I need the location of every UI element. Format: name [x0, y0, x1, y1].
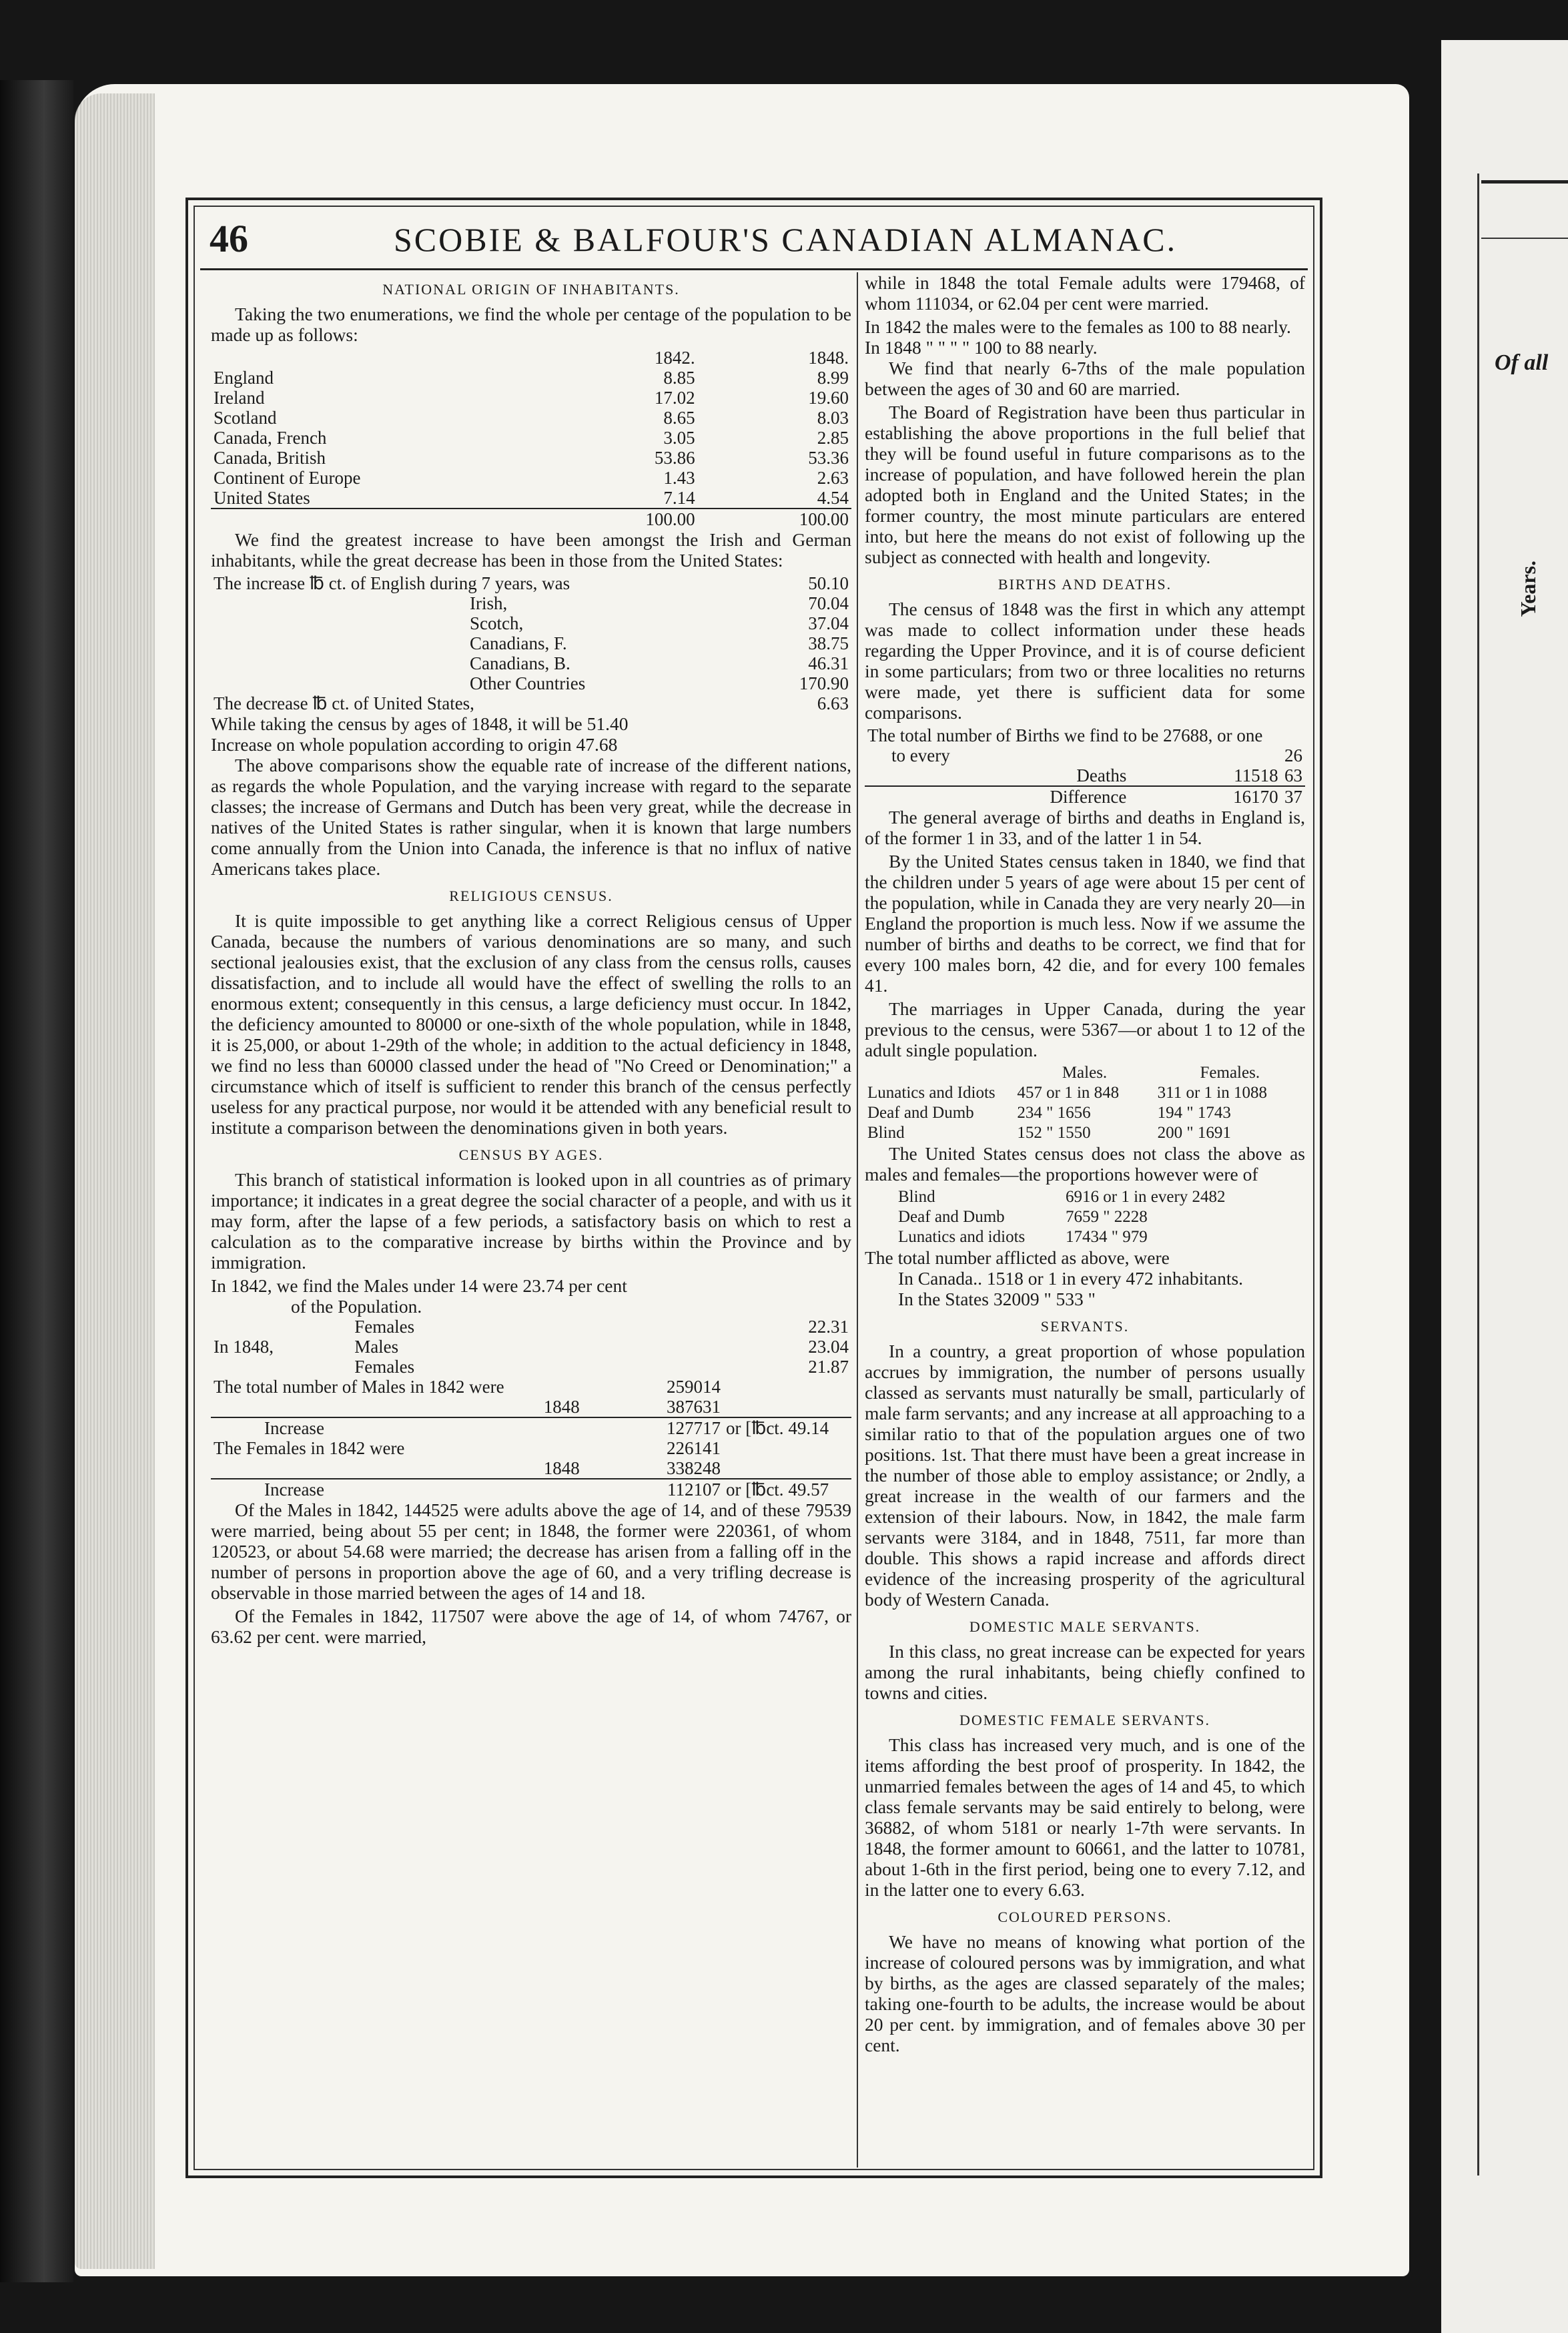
- table-row: [865, 745, 1305, 765]
- page-number: 46: [210, 217, 248, 260]
- percent-value: 49.14: [788, 1418, 829, 1438]
- right-column: [865, 272, 1305, 2058]
- facing-page-years-label: Years.: [1516, 561, 1540, 617]
- paragraph: Of the Females in 1842, 117507 were above the age of 14, of whom 74767, or 63.62 per cent. were married,: [211, 1606, 851, 1647]
- row-label: 1848: [543, 1458, 580, 1478]
- paragraph: The above comparisons show the equable rate of increase of the different nations, as regards the whole Population, and the varying increase with regard to the separate classes; the increase of Germans and Dutch has been very great, while the decrease in natives of the United States is rather singular, when it is known that large numbers come annually from the Union into Canada, the inference is that no influx of native Americans takes place.: [211, 755, 851, 879]
- value-1842: 53.86: [654, 448, 695, 468]
- value-1848: 8.99: [817, 368, 849, 388]
- value-1848: 2.85: [817, 428, 849, 448]
- row-value: 127717: [582, 1417, 723, 1438]
- table-row: [211, 673, 851, 693]
- row-label: Lunatics and idiots: [898, 1228, 1026, 1246]
- table-row: [211, 693, 851, 713]
- table-row: [211, 1458, 851, 1479]
- column-header: Females.: [1200, 1064, 1260, 1082]
- row-value: 338248: [667, 1458, 721, 1478]
- paragraph: In this class, no great increase can be expected for years among the rural inhabitants, being chiefly confined to towns and cities.: [865, 1641, 1305, 1703]
- row-ratio: 26: [1284, 745, 1302, 765]
- row-label: Females: [354, 1357, 415, 1377]
- text-line: The total number afflicted as above, were: [865, 1247, 1170, 1268]
- percent-label: [℔ct.: [745, 1479, 784, 1499]
- table-row: [865, 1103, 1305, 1123]
- paragraph: The census of 1848 was the first in which any attempt was made to collect information under these heads regarding the Upper Province, and it is of course deficient in some particulars; from two or three localities no returns were made, yet there is sufficient data for some comparisons.: [865, 599, 1305, 723]
- row-value: 234 " 1656: [1017, 1104, 1091, 1122]
- row-label: Difference: [865, 786, 1129, 807]
- or-label: or: [726, 1479, 741, 1499]
- paragraph: By the United States census taken in 1840, we find that the children under 5 years of age were about 15 per cent of the population, while in Canada they are very nearly 20—in England the proportion is much less. Now if we assume the number of births and deaths to be correct, we find that for every 100 males born, 42 die, and for every 100 females 41.: [865, 851, 1305, 996]
- row-label: to every: [891, 745, 950, 765]
- row-label: Canadians, F.: [470, 633, 567, 653]
- table-row: [211, 1317, 851, 1337]
- row-value: 6.63: [817, 693, 849, 713]
- total-1842: 100.00: [544, 509, 697, 529]
- row-value: 38.75: [808, 633, 849, 653]
- row-year: In 1848,: [214, 1337, 274, 1357]
- table-row: [211, 488, 851, 509]
- row-label: Blind: [867, 1124, 905, 1142]
- value-1848: 19.60: [808, 388, 849, 408]
- section-heading-religious: RELIGIOUS CENSUS.: [449, 888, 613, 904]
- row-label: Canadians, B.: [470, 653, 570, 673]
- table-row: [211, 633, 851, 653]
- paragraph: We find that nearly 6-7ths of the male population between the ages of 30 and 60 are married.: [865, 358, 1305, 399]
- births-table: [865, 725, 1305, 807]
- row-label: Males: [354, 1337, 399, 1357]
- section-heading-coloured: COLOURED PERSONS.: [998, 1909, 1172, 1925]
- or-label: or: [726, 1418, 741, 1438]
- value-1842: 7.14: [663, 488, 695, 508]
- row-label: Scotch,: [470, 613, 524, 633]
- row-label: Canada, British: [214, 448, 326, 468]
- paragraph: Taking the two enumerations, we find the whole per centage of the population to be made up as follows:: [211, 304, 851, 345]
- row-value: 170.90: [799, 673, 849, 693]
- paragraph: while in 1848 the total Female adults were 179468, of whom 111034, or 62.04 per cent were married.: [865, 272, 1305, 314]
- row-label: Ireland: [214, 388, 265, 408]
- facing-page-rule: [1481, 180, 1568, 184]
- row-label: Blind: [898, 1188, 935, 1206]
- afflicted-table: [865, 1063, 1305, 1143]
- increase-row: [211, 1479, 851, 1499]
- row-label: The total number of Males in 1842 were: [214, 1377, 504, 1397]
- row-value: 17434 " 979: [1066, 1228, 1148, 1246]
- row-value: 22.31: [808, 1317, 849, 1337]
- row-value: 11518: [1234, 765, 1278, 785]
- row-year: [211, 1357, 352, 1377]
- paragraph: In a country, a great proportion of whose population accrues by immigration, the number of persons usually classed as servants must naturally be small, particularly of male farm servants; and any increase at all approaching to a similar ratio to that of the population argues one of two positions. 1st. That there must have been a great increase in the number of those able to employ assistance; or 2ndly, a great increase in the wealth of our farmers and the extension of their labours. Now, in 1842, the male farm servants were 3184, and in 1848, 7511, far more than double. This shows a rapid increase and affords direct evidence of the increasing prosperity of the agricultural body of Western Canada.: [865, 1341, 1305, 1610]
- table-row: [865, 786, 1305, 807]
- paragraph: The marriages in Upper Canada, during the year previous to the census, were 5367—or about 1 to 12 of the adult single population.: [865, 998, 1305, 1060]
- text-line: of the Population.: [291, 1296, 422, 1317]
- paragraph: This class has increased very much, and is one of the items affording the best proof of prosperity. In 1842, the unmarried females between the ages of 14 and 45, to which class female servants may be said entirely to belong, were 36882, of whom 5181 or nearly 1-7th were servants. In 1848, the former amount to 60661, and the latter to 10781, about 1-6th in the first period, being one to every 7.12, and in the latter one to every 6.63.: [865, 1734, 1305, 1900]
- text-line: In Canada.. 1518 or 1 in every 472 inhabitants.: [898, 1268, 1244, 1289]
- section-heading-national-origin: NATIONAL ORIGIN OF INHABITANTS.: [382, 281, 680, 298]
- table-row: [211, 368, 851, 388]
- row-value: 7659 " 2228: [1066, 1208, 1148, 1226]
- section-heading-female-servants: DOMESTIC FEMALE SERVANTS.: [959, 1712, 1211, 1728]
- text-line: In 1842, we find the Males under 14 were 23.74 per cent: [211, 1275, 627, 1296]
- total-1848: 100.00: [698, 509, 851, 529]
- total-row: [211, 509, 851, 529]
- facing-page: [1441, 40, 1568, 2333]
- row-label: Deaths: [1076, 765, 1127, 785]
- row-label: Irish,: [470, 593, 508, 613]
- table-row: [865, 1123, 1305, 1143]
- row-value: 6916 or 1 in every 2482: [1066, 1188, 1226, 1206]
- table-row: [211, 408, 851, 428]
- facing-page-frame: [1477, 174, 1479, 2176]
- table-row: [211, 448, 851, 468]
- facing-page-heading: Of all: [1495, 350, 1549, 375]
- row-label: Lunatics and Idiots: [867, 1084, 996, 1102]
- row-value: 387631: [667, 1397, 721, 1417]
- left-column: [211, 272, 851, 1650]
- row-year: [211, 1317, 352, 1337]
- row-label: Continent of Europe: [214, 468, 361, 488]
- row-value: 50.10: [808, 573, 849, 593]
- table-row: [211, 573, 851, 593]
- text-line: Increase on whole population according to origin 47.68: [211, 734, 618, 755]
- percent-value: 49.57: [788, 1479, 829, 1499]
- running-head: SCOBIE & BALFOUR'S CANADIAN ALMANAC.: [394, 221, 1178, 258]
- table-row: [211, 388, 851, 408]
- table-row: [865, 765, 1305, 786]
- ages-table: [211, 1317, 851, 1377]
- value-1848: 53.36: [808, 448, 849, 468]
- row-value: 259014: [667, 1377, 721, 1397]
- table-row: [211, 613, 851, 633]
- table-row: [865, 1083, 1305, 1103]
- year-header: 1848.: [808, 348, 849, 368]
- us-afflicted-table: [865, 1187, 1305, 1247]
- paragraph: The general average of births and deaths in England is, of the former 1 in 33, and of the latter 1 in 54.: [865, 807, 1305, 848]
- row-label: England: [214, 368, 274, 388]
- increase-row: [211, 1417, 851, 1438]
- value-1842: 8.85: [663, 368, 695, 388]
- value-1842: 8.65: [663, 408, 695, 428]
- row-label: The Females in 1842 were: [214, 1438, 405, 1458]
- value-1848: 4.54: [817, 488, 849, 508]
- table-row: [211, 1337, 851, 1357]
- year-header: 1842.: [654, 348, 695, 368]
- increase-table: [211, 573, 851, 713]
- table-row: [211, 1377, 851, 1397]
- row-value: 457 or 1 in 848: [1017, 1084, 1120, 1102]
- row-value: 16170: [1129, 786, 1280, 807]
- row-value: 112107: [582, 1479, 723, 1499]
- row-label: Increase: [211, 1479, 582, 1499]
- text-line: In 1848 " " " " 100 to 88 nearly.: [865, 337, 1098, 358]
- section-heading-births: BIRTHS AND DEATHS.: [998, 576, 1172, 593]
- table-row: [211, 593, 851, 613]
- row-value: 21.87: [808, 1357, 849, 1377]
- row-label: Other Countries: [470, 673, 586, 693]
- origin-table: [211, 348, 851, 529]
- row-label: United States: [214, 488, 310, 508]
- row-label: Scotland: [214, 408, 277, 428]
- table-row: [865, 1207, 1305, 1227]
- section-heading-servants: SERVANTS.: [1040, 1318, 1130, 1335]
- row-value: 226141: [667, 1438, 721, 1458]
- text-line: While taking the census by ages of 1848, it will be 51.40: [211, 713, 629, 734]
- table-row: [865, 1227, 1305, 1247]
- row-label: Canada, French: [214, 428, 327, 448]
- book-spine-shadow: [0, 80, 73, 2282]
- paragraph: We have no means of knowing what portion of the increase of coloured persons was by immigration, and what by births, as the ages are classed separately of the males; taking one-fourth to be adults, the increase would be about 20 per cent. by immigration, and of females above 30 per cent.: [865, 1931, 1305, 2055]
- value-1842: 3.05: [663, 428, 695, 448]
- row-label: Deaf and Dumb: [867, 1104, 974, 1122]
- row-value: 23.04: [808, 1337, 849, 1357]
- paragraph: This branch of statistical information is looked upon in all countries as of primary importance; it indicates in a great degree the social character of a people, and with us it may form, after the lapse of a few periods, a satisfactory basis on which to rest a calculation as to the comparative increase by births within the Province and by immigration.: [211, 1169, 851, 1273]
- row-label: The decrease ℔ ct. of United States,: [214, 693, 474, 713]
- row-ratio: 37: [1281, 786, 1305, 807]
- table-row: [865, 1187, 1305, 1207]
- row-ratio: 63: [1284, 765, 1302, 785]
- row-value: 46.31: [808, 653, 849, 673]
- value-1848: 8.03: [817, 408, 849, 428]
- value-1842: 17.02: [654, 388, 695, 408]
- value-1848: 2.63: [817, 468, 849, 488]
- page-header: [200, 214, 1308, 270]
- row-label: The increase ℔ ct. of English during 7 years, was: [214, 573, 570, 593]
- row-value: 152 " 1550: [1017, 1124, 1091, 1142]
- table-row: [211, 1397, 851, 1417]
- text-line: In 1842 the males were to the females as 100 to 88 nearly.: [865, 316, 1291, 337]
- row-value: 311 or 1 in 1088: [1157, 1084, 1267, 1102]
- males-total-table: [211, 1377, 851, 1499]
- row-value: 194 " 1743: [1157, 1104, 1231, 1122]
- table-row: [211, 653, 851, 673]
- row-label: Increase: [211, 1417, 582, 1438]
- percent-label: [℔ct.: [745, 1418, 784, 1438]
- row-label: Females: [354, 1317, 415, 1337]
- value-1842: 1.43: [663, 468, 695, 488]
- paragraph: The Board of Registration have been thus particular in establishing the above proportions in the full belief that they will be found useful in future comparisons as to the increase of population, and have followed herein the plan adopted both in England and the United States; in the former country, the most minute particulars are entered into, but here the means do not exist of following up the subject as connected with health and longevity.: [865, 402, 1305, 567]
- table-row: [211, 468, 851, 488]
- column-header: Males.: [1062, 1064, 1108, 1082]
- section-heading-ages: CENSUS BY AGES.: [458, 1146, 604, 1163]
- table-row: [211, 1357, 851, 1377]
- row-label: 1848: [543, 1397, 580, 1417]
- paragraph: We find the greatest increase to have been amongst the Irish and German inhabitants, while the great decrease has been in those from the United States:: [211, 529, 851, 571]
- paragraph: It is quite impossible to get anything like a correct Religious census of Upper Canada, because the numbers of various denominations are so many, and such sectional jealousies exist, that the exclusion of any class from the census rolls, causes dissatisfaction, and to include all would have the effect of swelling the rolls to an enormous extent; consequently in this census, a large deficiency must occur. In 1842, the deficiency amounted to 80000 or one-sixth of the whole population, while in 1848, it is 25,000, or about 1-29th of the whole; in addition to the actual deficiency in 1848, we find no less than 60000 classed under the head of "No Creed or Denomination;" a circumstance which of itself is sufficient to render this branch of the census perfectly useless for any practical purpose, nor would it be attended with any beneficial result to institute a comparison between the denominations given in both years.: [211, 910, 851, 1138]
- row-label: The total number of Births we find to be 27688, or one: [867, 725, 1263, 745]
- table-row: [211, 428, 851, 448]
- table-row: [865, 725, 1305, 745]
- row-value: 70.04: [808, 593, 849, 613]
- table-row: [211, 1438, 851, 1458]
- paragraph: The United States census does not class the above as males and females—the proportions however were of: [865, 1143, 1305, 1185]
- row-label: Deaf and Dumb: [898, 1208, 1005, 1226]
- row-value: 37.04: [808, 613, 849, 633]
- text-line: In the States 32009 " 533 ": [898, 1289, 1096, 1309]
- section-heading-male-servants: DOMESTIC MALE SERVANTS.: [969, 1618, 1201, 1635]
- page-stack-edge: [75, 93, 155, 2269]
- column-divider: [857, 272, 858, 2168]
- facing-page-rule-thin: [1481, 238, 1568, 239]
- row-value: 200 " 1691: [1157, 1124, 1231, 1142]
- paragraph: Of the Males in 1842, 144525 were adults above the age of 14, and of these 79539 were married, being about 55 per cent; in 1848, the former were 220361, of whom 120523, or about 54.68 were married; the decrease has arisen from a falling off in the number of persons in proportion above the age of 60, and a very trifling decrease is observable in those married between the ages of 14 and 18.: [211, 1499, 851, 1603]
